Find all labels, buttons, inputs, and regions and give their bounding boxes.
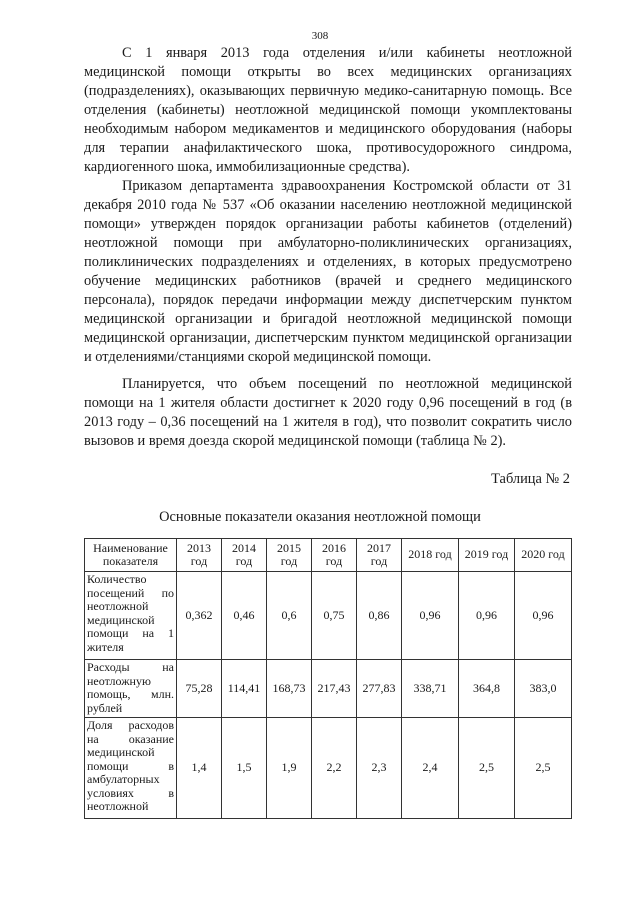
cell-value: 2,3 xyxy=(357,718,402,819)
header-2015: 2015 год xyxy=(267,539,312,572)
cell-value: 364,8 xyxy=(459,660,515,718)
table-row-share xyxy=(85,718,572,819)
cell-value: 2,5 xyxy=(515,718,572,819)
indicators-table xyxy=(84,538,572,819)
cell-value: 1,9 xyxy=(267,718,312,819)
cell-value: 277,83 xyxy=(357,660,402,718)
header-2014: 2014 год xyxy=(222,539,267,572)
cell-value: 2,4 xyxy=(402,718,459,819)
cell-value: 0,96 xyxy=(459,572,515,660)
cell-value: 2,5 xyxy=(459,718,515,819)
page-number: 308 xyxy=(311,30,329,42)
cell-value: 338,71 xyxy=(402,660,459,718)
row-name: Расходы на неотложную помощь, млн. рублей xyxy=(85,660,177,718)
header-indicator-name: Наименование показателя xyxy=(85,539,177,572)
cell-value: 114,41 xyxy=(222,660,267,718)
header-2016: 2016 год xyxy=(312,539,357,572)
cell-value: 0,96 xyxy=(515,572,572,660)
row-name: Количество посещений по неотложной медицинской помощи на 1 жителя xyxy=(85,572,177,660)
cell-value: 0,96 xyxy=(402,572,459,660)
header-2013: 2013 год xyxy=(177,539,222,572)
cell-value: 0,75 xyxy=(312,572,357,660)
header-2018: 2018 год xyxy=(402,539,459,572)
table-row-visits xyxy=(85,572,572,660)
cell-value: 217,43 xyxy=(312,660,357,718)
table-header-row xyxy=(85,539,572,572)
paragraph-3: Планируется, что объем посещений по неотложной медицинской помощи на 1 жителя области достигнет к 2020 году 0,96 посещений в год (в 2013 году – 0,36 посещений на 1 жителя в год), что позволит сократить число вызовов и время доезда скорой медицинской помощи (таблица № 2). xyxy=(84,376,572,449)
row-name: Доля расходов на оказание медицинской помощи в амбулаторных условиях в неотложной xyxy=(85,718,177,819)
cell-value: 0,86 xyxy=(357,572,402,660)
body-text xyxy=(84,44,572,451)
cell-value: 1,5 xyxy=(222,718,267,819)
cell-value: 0,6 xyxy=(267,572,312,660)
paragraph-2: Приказом департамента здравоохранения Костромской области от 31 декабря 2010 года № 537 «Об оказании населению неотложной медицинской помощи» утвержден порядок организации работы кабинетов (отделений) неотложной помощи при амбулаторно-поликлинических организациях, поликлинических подразделениях и отделениях, в которых предусмотрено обучение медицинских работников (врачей и среднего медицинского персонала), порядок передачи информации между диспетчерским пунктом медицинской организации и бригадой неотложной медицинской помощи медицинской организации, диспетчерским пунктом медицинской организации и отделениями/станциями скорой медицинской помощи. xyxy=(84,178,572,365)
cell-value: 0,362 xyxy=(177,572,222,660)
header-2020: 2020 год xyxy=(515,539,572,572)
table-title: Основные показатели оказания неотложной помощи xyxy=(159,509,481,525)
cell-value: 0,46 xyxy=(222,572,267,660)
cell-value: 75,28 xyxy=(177,660,222,718)
header-2017: 2017 год xyxy=(357,539,402,572)
cell-value: 1,4 xyxy=(177,718,222,819)
table-row-expenses xyxy=(85,660,572,718)
cell-value: 168,73 xyxy=(267,660,312,718)
header-2019: 2019 год xyxy=(459,539,515,572)
paragraph-1: С 1 января 2013 года отделения и/или кабинеты неотложной медицинской помощи открыты во всех медицинских организациях (подразделениях), оказывающих первичную медико-санитарную помощь. Все отделения (кабинеты) неотложной медицинской помощи укомплектованы необходимым набором медикаментов и медицинского оборудования (наборы для терапии анафилактического шока, противосудорожного синдрома, кардиогенного шока, иммобилизационные средства). xyxy=(84,45,572,175)
table-caption: Таблица № 2 xyxy=(491,471,570,487)
cell-value: 383,0 xyxy=(515,660,572,718)
cell-value: 2,2 xyxy=(312,718,357,819)
